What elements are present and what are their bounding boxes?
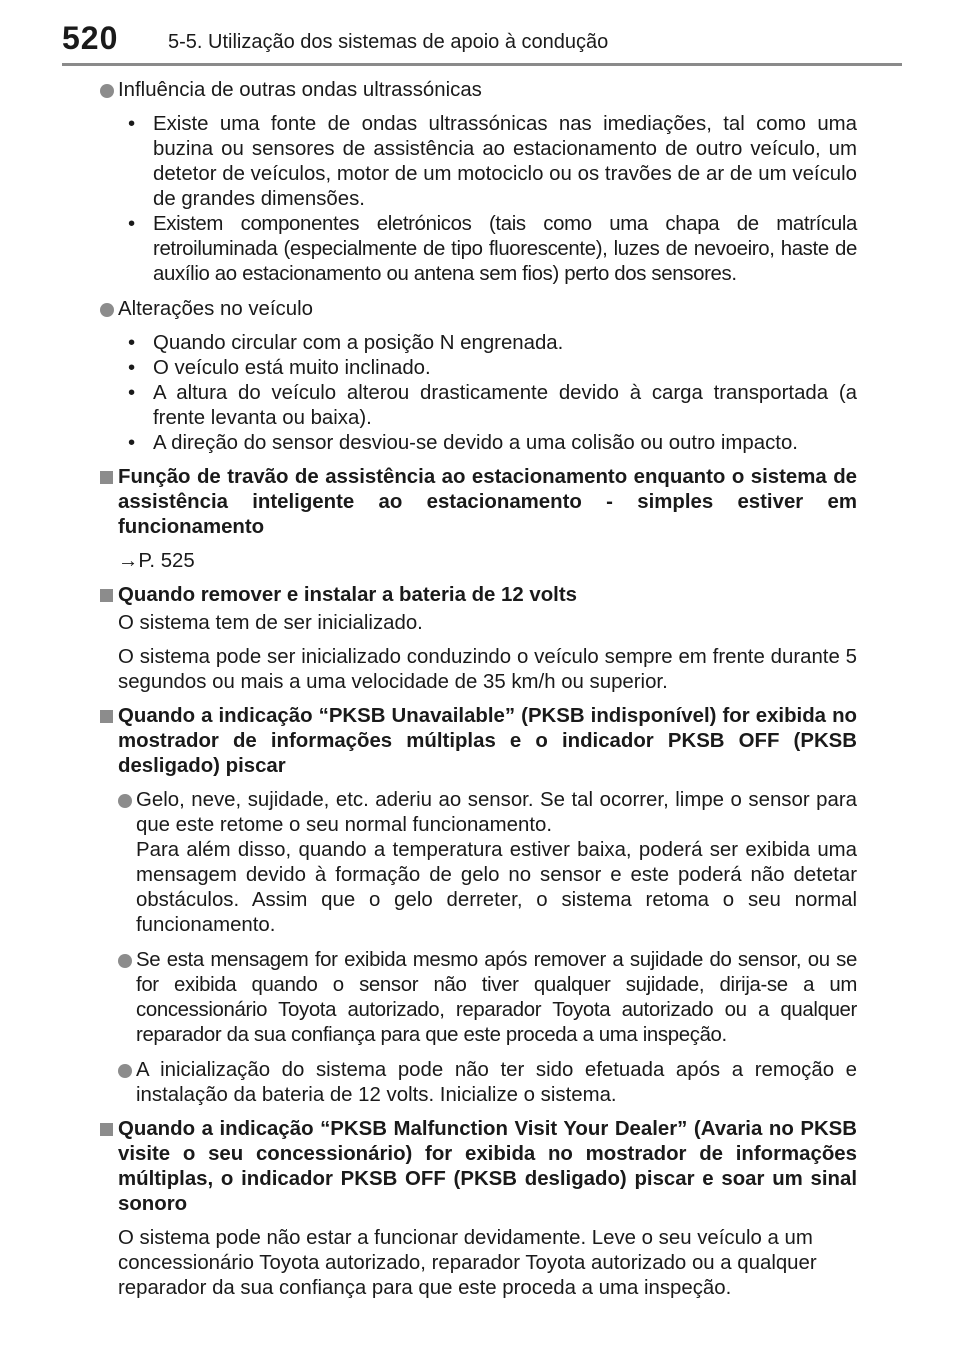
list-item-text: O veículo está muito inclinado.: [153, 357, 431, 379]
section-heading: Função de travão de assistência ao estacionamento enquanto o sistema de assistência inteligente ao estacionamento - simples estiver em funcionamento: [118, 466, 857, 538]
section-parking-brake: [100, 465, 857, 574]
section-heading: Quando remover e instalar a bateria de 12 volts: [118, 584, 577, 606]
list-item: [100, 212, 857, 287]
bullet-icon: [118, 1064, 132, 1078]
paragraph: O sistema pode ser inicializado conduzindo o veículo sempre em frente durante 5 segundos ou mais a uma velocidade de 35 km/h ou superior.: [118, 646, 857, 693]
section-pksb-unavailable: [100, 704, 857, 1108]
sub-list-vehicle: [100, 331, 857, 456]
bullet-item: [118, 948, 857, 1048]
sub-list-ultrasonic: [100, 112, 857, 287]
section-title: 5-5. Utilização dos sistemas de apoio à condução: [168, 31, 609, 53]
paragraph: Se esta mensagem for exibida mesmo após remover a sujidade do sensor, ou se for exibida quando o sensor não tiver qualquer sujidade, dirija-se a um concessionário Toyota autorizado, reparador Toyota autorizado ou a qualquer reparador da sua confiança para que este proceda a uma inspeção.: [136, 949, 857, 1046]
list-marker: •: [128, 357, 136, 379]
section-heading: Quando a indicação “PKSB Unavailable” (PKSB indisponível) for exibida no mostrador de informações múltiplas e o indicador PKSB OFF (PKSB desligado) piscar: [118, 705, 857, 777]
list-item: [100, 112, 857, 212]
list-item-text: A direção do sensor desviou-se devido a uma colisão ou outro impacto.: [153, 432, 798, 454]
list-marker: •: [128, 382, 136, 404]
list-marker: •: [128, 432, 136, 454]
list-item-text: A altura do veículo alterou drasticamente devido à carga transportada (a frente levanta ou baixa).: [153, 382, 857, 429]
bullet-icon: [118, 954, 132, 968]
section-marker-icon: [100, 471, 113, 484]
list-item-text: Existem componentes eletrónicos (tais como uma chapa de matrícula retroiluminada (especialmente de tipo fluorescente), luzes de nevoeiro, haste de auxílio ao estacionamento ou antena sem fios) perto dos sensores.: [153, 213, 857, 285]
section-marker-icon: [100, 1123, 113, 1136]
bullet-item: [118, 1058, 857, 1108]
section-pksb-malfunction: [100, 1117, 857, 1301]
list-item: [100, 356, 857, 381]
list-item: [100, 381, 857, 431]
page-reference: →P. 525: [118, 550, 195, 572]
bullet-title: Influência de outras ondas ultrassónicas: [118, 79, 482, 101]
page-content: [100, 78, 857, 1301]
list-marker: •: [128, 332, 136, 354]
bullet-icon: [100, 303, 114, 317]
page-number: 520: [62, 20, 119, 56]
bullet-icon: [100, 84, 114, 98]
bullet-ultrasonic: [100, 78, 857, 103]
section-battery: [100, 583, 857, 695]
paragraph: O sistema tem de ser inicializado.: [118, 612, 423, 634]
list-item-text: Quando circular com a posição N engrenada.: [153, 332, 564, 354]
paragraph: Para além disso, quando a temperatura estiver baixa, poderá ser exibida uma mensagem devido à formação de gelo no sensor e este poderá não detetar obstáculos. Assim que o gelo derreter, o sistema retoma o seu normal funcionamento.: [136, 839, 857, 936]
header-divider: [62, 63, 902, 66]
list-item: [100, 431, 857, 456]
list-marker: •: [128, 113, 136, 135]
page-header: [0, 0, 960, 66]
bullet-icon: [118, 794, 132, 808]
bullet-title: Alterações no veículo: [118, 298, 313, 320]
paragraph: A inicialização do sistema pode não ter sido efetuada após a remoção e instalação da bateria de 12 volts. Inicialize o sistema.: [136, 1059, 857, 1106]
bullet-vehicle-changes: [100, 297, 857, 322]
list-item: [100, 331, 857, 356]
section-heading: Quando a indicação “PKSB Malfunction Visit Your Dealer” (Avaria no PKSB visite o seu concessionário) for exibida no mostrador de informações múltiplas, o indicador PKSB OFF (PKSB desligado) piscar e soar um sinal sonoro: [118, 1118, 857, 1215]
list-item-text: Existe uma fonte de ondas ultrassónicas nas imediações, tal como uma buzina ou sensores de assistência ao estacionamento de outro veículo, um detetor de veículos, motor de um motociclo ou os travões de ar de um veículo de grandes dimensões.: [153, 113, 857, 210]
bullet-item: [118, 788, 857, 938]
section-marker-icon: [100, 710, 113, 723]
paragraph: O sistema pode não estar a funcionar devidamente. Leve o seu veículo a um concessionário Toyota autorizado, reparador Toyota autorizado ou a qualquer reparador da sua confiança para que este proceda a uma inspeção.: [118, 1227, 817, 1299]
list-marker: •: [128, 213, 136, 235]
paragraph: Gelo, neve, sujidade, etc. aderiu ao sensor. Se tal ocorrer, limpe o sensor para que este retome o seu normal funcionamento.: [136, 789, 857, 836]
section-marker-icon: [100, 589, 113, 602]
